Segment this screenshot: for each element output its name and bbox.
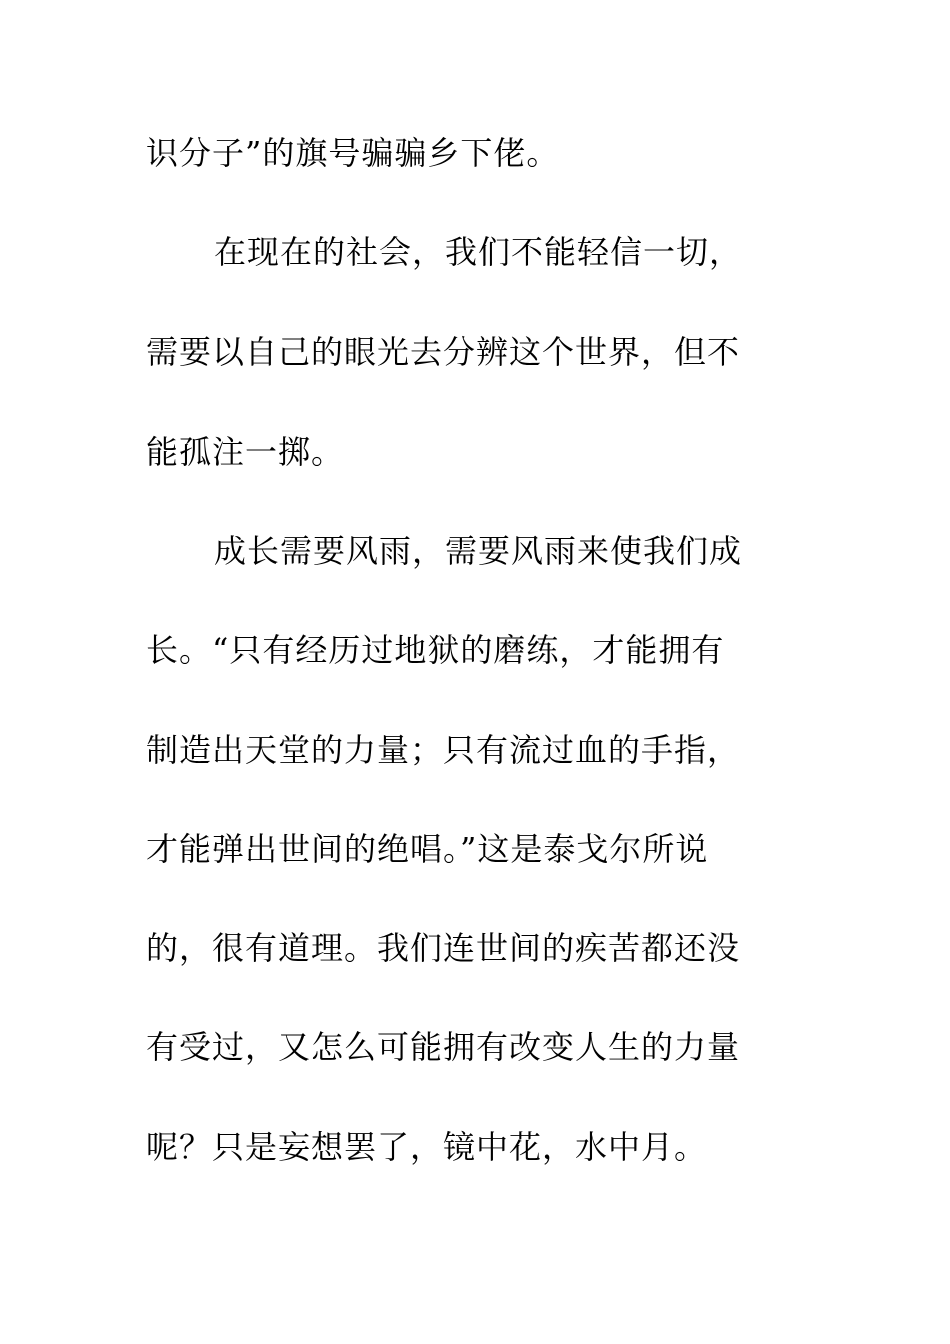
text-line-11: 呢？只是妄想罢了，镜中花，水中月。 xyxy=(146,1128,708,1166)
text-line-6: 长。“只有经历过地狱的磨练，才能拥有 xyxy=(146,631,725,669)
text-line-7: 制造出天堂的力量；只有流过血的手指， xyxy=(146,731,741,769)
text-line-2: 在现在的社会，我们不能轻信一切， xyxy=(214,233,743,271)
text-line-4: 能孤注一掷。 xyxy=(146,433,345,471)
text-line-1: 识分子”的旗号骗骗乡下佬。 xyxy=(146,134,560,172)
text-line-3: 需要以自己的眼光去分辨这个世界，但不 xyxy=(146,333,741,371)
text-line-5: 成长需要风雨，需要风雨来使我们成 xyxy=(214,532,743,570)
text-line-8: 才能弹出世间的绝唱。”这是泰戈尔所说 xyxy=(146,830,709,868)
text-line-9: 的，很有道理。我们连世间的疾苦都还没 xyxy=(146,929,741,967)
text-line-10: 有受过，又怎么可能拥有改变人生的力量 xyxy=(146,1028,741,1066)
